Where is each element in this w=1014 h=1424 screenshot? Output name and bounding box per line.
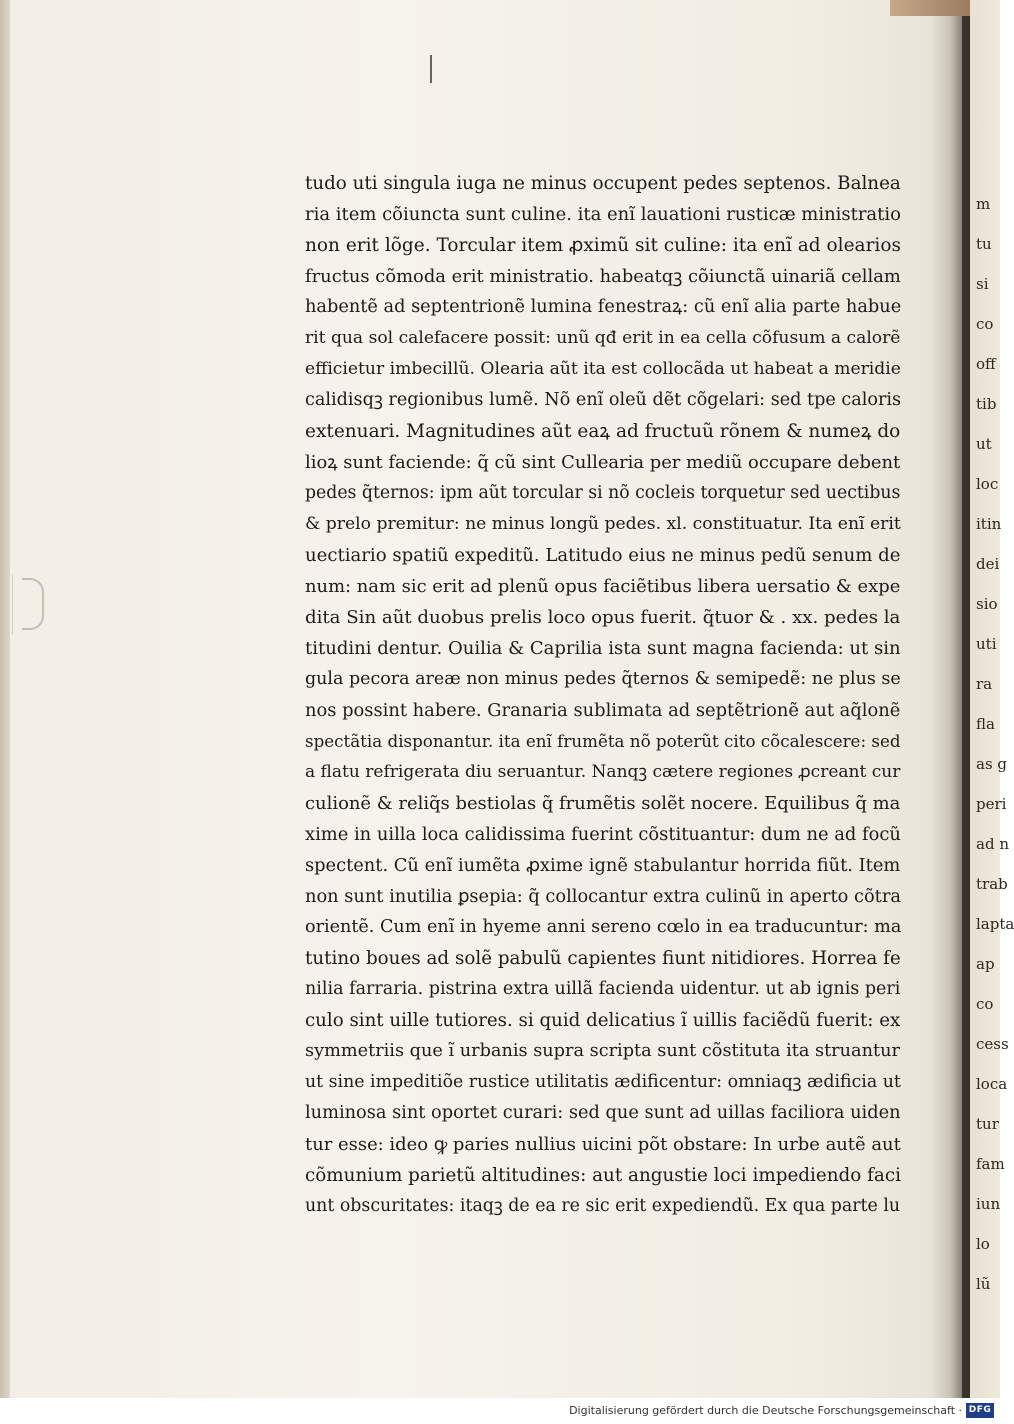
- text-line: pedes q̃ternos: ipm aũt torcular si nõ cocleis torquetur sed uectibus: [305, 483, 901, 503]
- text-line: orientẽ. Cum enĩ in hyeme anni sereno cœlo in ea traducuntur: ma: [305, 917, 902, 937]
- text-line: nos possint habere. Granaria sublimata ad septẽtrionẽ aut aq̃lonẽ: [305, 700, 901, 721]
- text-line: fructus cõmoda erit ministratio. habeatqꝫ cõiunctã uinariã cellam: [305, 266, 901, 287]
- text-line: spectãtia disponantur. ita enĩ frumẽta nõ poterũt cito cõcalescere: sed: [305, 731, 901, 751]
- text-line: culionẽ & reliq̃s bestiolas q̃ frumẽtis solẽt nocere. Equilibus q̃ ma: [305, 793, 901, 814]
- right-page-fragment: lo: [976, 1235, 990, 1253]
- text-line: dita Sin aũt duobus prelis loco opus fuerit. q̃tuor & . xx. pedes la: [305, 607, 901, 628]
- ink-mark: [430, 55, 432, 83]
- right-page-fragment: ad n: [976, 835, 1009, 853]
- text-line: efficietur imbecillũ. Olearia aũt ita est collocãda ut habeat a meridie: [305, 359, 901, 379]
- right-page-fragment: co: [976, 995, 994, 1013]
- right-page-fragment: ap: [976, 955, 995, 973]
- text-column: [305, 168, 901, 1222]
- gutter-shadow: [930, 0, 964, 1398]
- right-page-fragment: ut: [976, 435, 992, 453]
- text-line: habentẽ ad septentrionẽ lumina fenestraꝝ: cũ enĩ alia parte habue: [305, 297, 902, 317]
- right-page-fragment: itin: [976, 515, 1002, 533]
- text-line: culo sint uille tutiores. si quid delicatius ĩ uillis faciẽdũ fuerit: ex: [305, 1010, 901, 1031]
- text-line: titudini dentur. Ouilia & Caprilia ista sunt magna facienda: ut sin: [305, 638, 901, 659]
- right-page-fragment: trab: [976, 875, 1008, 893]
- text-line: uectiario spatiũ expeditũ. Latitudo eius ne minus pedũ senum de: [305, 545, 901, 566]
- right-page-fragment: loc: [976, 475, 999, 493]
- text-line: extenuari. Magnitudines aũt eaꝝ ad fructuũ rõnem & numeꝝ do: [305, 421, 901, 442]
- right-page-fragment: lapta: [976, 915, 1014, 933]
- text-line: unt obscuritates: itaqꝫ de ea re sic erit expediendũ. Ex qua parte lu: [305, 1196, 901, 1216]
- right-page-fragment: uti: [976, 635, 997, 653]
- text-line: spectent. Cũ enĩ iumẽta ꝓxime ignẽ stabulantur horrida fiũt. Item: [305, 855, 901, 876]
- right-page-fragment: tu: [976, 235, 992, 253]
- right-page-fragment: sio: [976, 595, 998, 613]
- text-line: lioꝝ sunt faciende: q̃ cũ sint Cullearia per mediũ occupare debent: [305, 452, 901, 473]
- right-page-edge: [970, 0, 1014, 1398]
- dfg-logo-icon: DFG: [966, 1403, 994, 1418]
- right-page-fragment: lũ: [976, 1275, 991, 1293]
- funding-credit: Digitalisierung gefördert durch die Deutsche Forschungsgemeinschaft ·: [569, 1404, 962, 1417]
- right-page-fragment: tur: [976, 1115, 999, 1133]
- right-page-fragment: off: [976, 355, 996, 373]
- text-line: nilia farraria. pistrina extra uillã facienda uidentur. ut ab ignis peri: [305, 979, 901, 999]
- text-line: num: nam sic erit ad plenũ opus faciẽtibus libera uersatio & expe: [305, 576, 901, 597]
- footer-bar: [0, 1398, 1000, 1424]
- right-page-fragment: tib: [976, 395, 997, 413]
- text-line: non erit lõge. Torcular item ꝓximũ sit culine: ita enĩ ad olearios: [305, 235, 901, 256]
- text-line: rit qua sol calefacere possit: unũ qđ erit in ea cella cõfusum a calorẽ: [305, 328, 901, 348]
- right-page-fragment: as g: [976, 755, 1008, 773]
- text-line: gula pecora areæ non minus pedes q̃ternos & semipedẽ: ne plus se: [305, 669, 901, 689]
- right-page-fragment: loca: [976, 1075, 1008, 1093]
- text-line: calidisqꝫ regionibus lumẽ. Nõ enĩ oleũ dẽt cõgelari: sed tpe caloris: [305, 390, 902, 410]
- text-line: tudo uti singula iuga ne minus occupent pedes septenos. Balnea: [305, 173, 901, 194]
- text-line: ut sine impeditiõe rustice utilitatis ædificentur: omniaqꝫ ædificia ut: [305, 1072, 901, 1092]
- right-page-fragment: cess: [976, 1035, 1009, 1053]
- page-clip-mark: [22, 578, 44, 630]
- text-line: a flatu refrigerata diu seruantur. Nanqꝫ cætere regiones ꝓcreant cur: [305, 762, 901, 782]
- text-line: tutino boues ad solẽ pabulũ capientes fiunt nitidiores. Horrea fe: [305, 948, 901, 969]
- right-page-fragment: ra: [976, 675, 993, 693]
- text-line: ria item cõiuncta sunt culine. ita enĩ lauationi rusticæ ministratio: [305, 204, 901, 225]
- right-page-fragment: fla: [976, 715, 995, 733]
- right-page-fragment: si: [976, 275, 989, 293]
- right-page-fragment: m: [976, 195, 991, 213]
- right-page-fragment: iun: [976, 1195, 1001, 1213]
- right-page-fragment: peri: [976, 795, 1007, 813]
- text-line: cõmunium parietũ altitudines: aut angustie loci impediendo faci: [305, 1165, 901, 1186]
- text-line: & prelo premitur: ne minus longũ pedes. xl. constituatur. Ita enĩ erit: [305, 514, 901, 534]
- text-line: symmetriis que ĩ urbanis supra scripta sunt cõstituta ita struantur: [305, 1041, 900, 1061]
- text-line: non sunt inutilia ꝑsepia: q̃ collocantur extra culinũ in aperto cõtra: [305, 886, 901, 907]
- right-page-fragment: co: [976, 315, 994, 333]
- text-line: luminosa sint oportet curari: sed que sunt ad uillas faciliora uiden: [305, 1103, 901, 1123]
- left-page-edge: [0, 0, 10, 1398]
- text-line: tur esse: ideo ꝙ paries nullius uicini põt obstare: In urbe autẽ aut: [305, 1134, 901, 1155]
- book-spine: [962, 0, 970, 1398]
- right-page-fragment: dei: [976, 555, 1000, 573]
- text-line: xime in uilla loca calidissima fuerint cõstituantur: dum ne ad focũ: [305, 824, 901, 845]
- right-page-fragment: fam: [976, 1155, 1005, 1173]
